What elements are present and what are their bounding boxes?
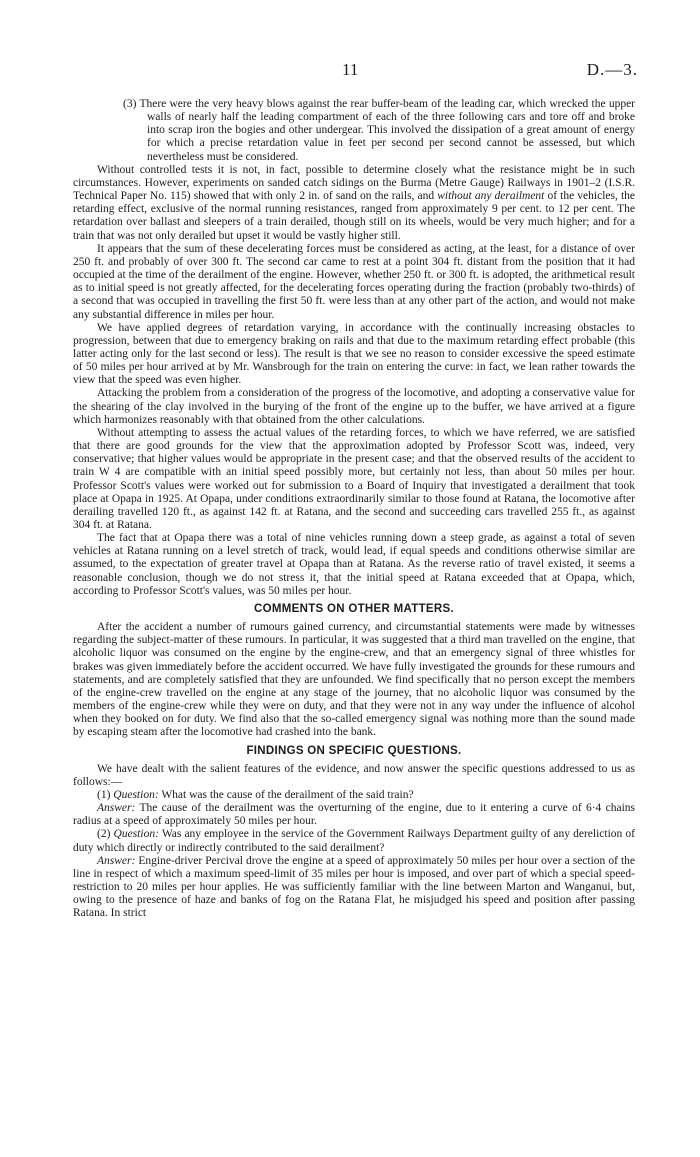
answer-label: Answer: — [97, 854, 136, 867]
document-reference: D.—3. — [586, 60, 638, 79]
paragraph-retardation: We have applied degrees of retardation varying, in accordance with the continually increasing obstacles to progression, between that due to emergency braking on rails and that due to the maximum retarding effect probable (this latter acting only for the last second or less). The result is that we see no reason to consider excessive the speed estimate of 50 miles per hour arrived at by Mr. Wansbrough for the train on entering the curve: in fact, we lean rather towards the view that the speed was even higher. — [73, 321, 635, 387]
paragraph-locomotive-progress: Attacking the problem from a consideration of the progress of the locomotive, and adopting a conservative value for the shearing of the clay involved in the burying of the front of the engine up to the buffer, we have arrived at a figure which harmonizes reasonably with that obtained from the other calculations. — [73, 387, 635, 426]
question-2: (2) Question: Was any employee in the service of the Government Railways Department guilty of any dereliction of duty which directly or indirectly contributed to the said derailment? — [73, 828, 635, 854]
paragraph-rumours: After the accident a number of rumours gained currency, and circumstantial statements were made by witnesses regarding the subject-matter of these rumours. In particular, it was suggested that a third man travelled on the engine, that alcoholic liquor was consumed on the engine by the engine-crew, and that an emergency signal of three whistles for brakes was given immediately before the accident occurred. We have fully investigated the grounds for these rumours and statements, and are completely satisfied that they are unfounded. We find specifically that no person except the members of the engine-crew travelled on the engine at any stage of the journey, that no alcoholic liquor was consumed by the members of the engine-crew while they were on duty, and that they were not in any way under the influence of alcohol when they booked on for duty. We find also that the so-called emergency signal was nothing more than the sound made by escaping steam after the locomotive had crashed into the bank. — [73, 621, 635, 739]
document-body — [73, 98, 635, 921]
question-1: (1) Question: What was the cause of the derailment of the said train? — [97, 788, 414, 801]
list-item-text: There were the very heavy blows against the rear buffer-beam of the leading car, which wrecked the upper walls of nearly half the leading compartment of each of the three following cars and tore off and broke into scrap iron the bogies and other undergear. This involved the dissipation of a great amount of energy for which a precise retardation value in feet per second per second cannot be assessed, but which nevertheless must be considered. — [139, 98, 636, 163]
emphasis-text: without any derailment — [437, 190, 545, 203]
answer-1: Answer: The cause of the derailment was the overturning of the engine, due to it entering a curve of 6·4 chains radius at a speed of approximately 50 miles per hour. — [73, 802, 635, 828]
answer-2: Answer: Engine-driver Percival drove the engine at a speed of approximately 50 miles per hour over a section of the line in respect of which a maximum speed-limit of 35 miles per hour is imposed, and over part of which a special speed-restriction to 20 miles per hour applies. He was sufficiently familiar with the line between Marton and Wanganui, but, owing to the presence of haze and banks of fog on the Ratana Flat, he misjudged his speed and position after passing Ratana. In strict — [73, 854, 635, 920]
question-label: Question: — [113, 788, 159, 801]
question-label: Question: — [113, 828, 159, 841]
paragraph-opapa: The fact that at Opapa there was a total of nine vehicles running down a steep grade, as against a total of seven vehicles at Ratana running on a level stretch of track, would lead, if equal speeds and conditions otherwise similar are assumed, to the expectation of greater travel at Opapa than at Ratana. As the reverse ratio of travel existed, it seems a reasonable conclusion, though we do not stress it, that the initial speed at Ratana exceeded that at Opapa, which, according to Professor Scott's values, was 50 miles per hour. — [73, 532, 635, 597]
list-item-3 — [123, 98, 636, 164]
paragraph-professor-scott: Without attempting to assess the actual values of the retarding forces, to which we have referred, we are satisfied that there are good grounds for the view that the approximation adopted by Professor Scott was, indeed, very conservative; that higher values would be appropriate in the present case; and that the observed results of the accident to train W 4 are compatible with an initial speed possibly more, but certainly not less, than about 50 miles per hour. Professor Scott's values were worked out for submission to a Board of Inquiry that investigated a derailment that took place at Opapa in 1925. At Opapa, under conditions extraordinarily similar to those found at Ratana, the locomotive after derailing travelled 120 ft., as against 142 ft. at Ratana, and the second and succeeding cars travelled 255 ft., as against 304 ft. at Ratana. — [73, 426, 635, 531]
page-header — [0, 60, 700, 84]
paragraph-decelerating-forces: It appears that the sum of these decelerating forces must be considered as acting, at the least, for a distance of over 250 ft. and probably of over 300 ft. The second car came to rest at a point 304 ft. distant from the position that it had occupied at the time of the derailment of the engine. However, whether 250 ft. or 300 ft. is adopted, the arithmetical result as to initial speed is not greatly affected, for the decelerating forces operating during the fraction (probably two-thirds) of a second that was occupied in travelling the first 50 ft. were less than at any other part of the action, and would not make any substantial difference in miles per hour. — [73, 242, 635, 321]
section-heading-comments: COMMENTS ON OTHER MATTERS. — [254, 602, 454, 615]
paragraph-findings-intro: We have dealt with the salient features of the evidence, and now answer the specific questions addressed to us as follows:— — [73, 762, 635, 788]
answer-label: Answer: — [97, 802, 136, 815]
paragraph-resistance: Without controlled tests it is not, in fact, possible to determine closely what the resistance might be in such circumstances. However, experiments on sanded catch sidings on the Burma (Metre Gauge) Railways in 1901–2 (I.S.R. Technical Paper No. 115) showed that with only 2 in. of sand on the rails, and without any derailment of the vehicles, the retarding effect, exclusive of the normal running resistances, ranged from approximately 9 per cent. to 12 per cent. The retardation over ballast and sleepers of a train derailed, though still on its wheels, would be very much higher; and for a train that was not only derailed but upset it would be vastly higher still. — [73, 163, 636, 242]
list-item-label: (3) — [123, 98, 137, 110]
section-heading-findings: FINDINGS ON SPECIFIC QUESTIONS. — [246, 744, 462, 757]
page-number: 11 — [342, 60, 359, 79]
